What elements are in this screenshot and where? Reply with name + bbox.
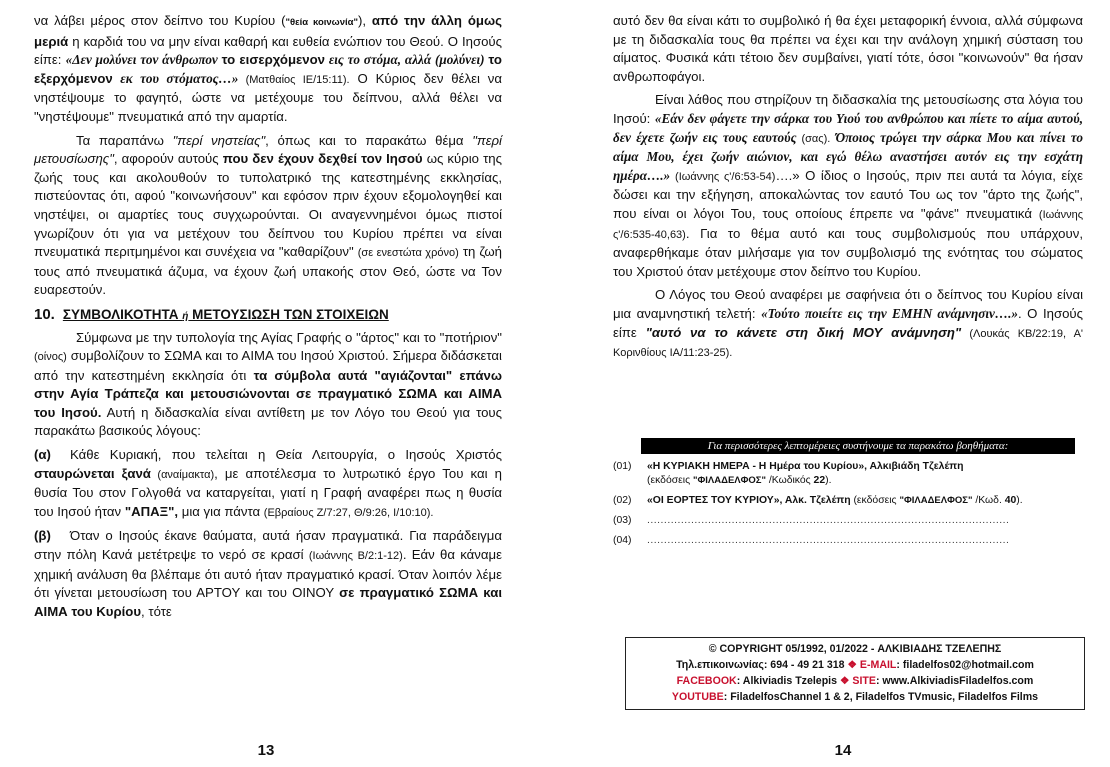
references-title-bar: Για περισσότερες λεπτομέρειες συστήνουμε τα παρακάτω βοηθήματα: [641, 438, 1075, 454]
references-section [613, 438, 1081, 548]
diamond-icon: ❖ [839, 675, 850, 687]
paragraph-fasting-end: να λάβει μέρος στον δείπνο του Κυρίου ("θεία κοινωνία"), από την άλλη όμως μεριά η καρδιά του να μην είναι καθαρή και ευθεία ενώπιον του Θεού. Ο Ιησούς είπε: «Δεν μολύνει τον άνθρωπον το εισερχόμενον εις το στόμα, αλλά (μολύνει) το εξερχόμενον εκ του στόματος…» (Ματθαίος ΙΕ/15:11). Ο Κύριος δεν θέλει να νηστέψουμε το φαγητό, ώστε να μετέχουμε του δείπνου, αλλά θέλει να "νηστέψουμε" πνευματικά από την αμαρτία. [34, 13, 502, 124]
section-heading-10: 10. ΣΥΜΒΟΛΙΚΟΤΗΤΑ ή ΜΕΤΟΥΣΙΩΣΗ ΤΩΝ ΣΤΟΙΧΕΙΩΝ [34, 305, 389, 323]
right-text-column [613, 12, 1083, 368]
reference-item: (02) «ΟΙ ΕΟΡΤΕΣ ΤΟΥ ΚΥΡΙΟΥ», Αλκ. Τζελέπη (εκδόσεις "ΦΙΛΑΔΕΛΦΟΣ" /Κωδ. 40). [613, 495, 1023, 506]
copyright-box [625, 637, 1085, 710]
paragraph-typology: Σύμφωνα με την τυπολογία της Αγίας Γραφής ο "άρτος" και το "ποτήριον" (οίνος) συμβολίζουν το ΣΩΜΑ και το ΑΙΜΑ του Ιησού Χριστού. Σήμερα διδάσκεται από την κατεστημένη εκκλησία ότι τα σύμβολα αυτά "αγιάζονται" επάνω στην Αγία Τράπεζα και μετουσιώνονται σε πραγματικό ΣΩΜΑ και ΑΙΜΑ του Ιησού. Αυτή η διδασκαλία είναι αντίθετη με τον Λόγο του Θεού για τους παρακάτω βασικούς λόγους: [34, 329, 502, 439]
contact-line: Τηλ.επικοινωνίας: 694 - 49 21 318 ❖ E-MAIL: filadelfos02@hotmail.com [676, 659, 1034, 671]
copyright-line: © COPYRIGHT 05/1992, 01/2022 - ΑΛΚΙΒΙΑΔΗΣ ΤΖΕΛΕΠΗΣ [708, 643, 1002, 655]
reference-blank: (03) ........................................................................................................... [613, 515, 1010, 526]
paragraph-fasting-transubstantiation: Τα παραπάνω "περί νηστείας", όπως και το παρακάτω θέμα "περί μετουσίωσης", αφορούν αυτούς που δεν έχουν δεχθεί τον Ιησού ως κύριο της ζωής τους και ακολουθούν το τυπολατρικό της κατεστημένης εκκλησίας, πιστεύοντας ότι, αφού "κοινωνήσουν" και εφόσον πριν έχουν εξομολογηθεί και νηστέψει, οι αμαρτίες τους συγχωρούνται. Οι αναγεννημένοι όμως πιστοί γνωρίζουν ότι για να μετέχουν του δείπνου του Κυρίου πρέπει να είναι πνευματικά περιτμημένοι και συνέχεια να "καθαρίζουν" (σε ενεστώτα χρόνο) τη ζωή τους από πνευματικά άζυμα, να έχουν ζωή υπακοής στον Θεό, ώστε να Τον ευαρεστούν. [34, 132, 502, 298]
page-number-left: 13 [257, 742, 275, 759]
social-line: FACEBOOK: Alkiviadis Tzelepis ❖ SITE: www.AlkiviadisFiladelfos.com [676, 675, 1034, 687]
reference-blank: (04) ........................................................................................................... [613, 535, 1010, 546]
diamond-icon: ❖ [847, 659, 857, 671]
paragraph-words-of-jesus: Είναι λάθος που στηρίζουν τη διδασκαλία της μετουσίωσης στα λόγια του Ιησού: «Εάν δεν φάγετε την σάρκα του Υιού του ανθρώπου και πίετε το αίμα αυτού, δεν έχετε ζωήν εις τους εαυτούς (σας). Όποιος τρώγει την σάρκα Μου και πίνει το αίμα Μου, έχει ζωήν αιώνιον, και εγώ θέλω αναστήσει αυτόν εις την εσχάτη ημέρα….» (Ιωάννης ς'/6:53-54)….» Ο ίδιος ο Ιησούς, πριν πει αυτά τα λόγια, είχε δώσει και την εξήγηση, αποκαλώντας τον εαυτό Του ως τον "άρτο της ζωής", που είναι οι λόγοι Του, τους οποίους έπρεπε να "φάνε" πνευματικά (Ιωάννης ς'/6:535-40,63). Για το θέμα αυτό και τους συμβολισμούς που υπάρχουν, αναφερθήκαμε όταν μιλήσαμε για τον συμβολισμό της ενότητας του σώματος του Χριστού όταν μετέχουμε στον δείπνο του Κυρίου. [613, 92, 1083, 279]
list-item-b: (β) Όταν ο Ιησούς έκανε θαύματα, αυτά ήσαν πραγματικά. Για παράδειγμα στην πόλη Κανά μετέτρεψε το νερό σε κρασί (Ιωάννης Β/2:1-12). Εάν θα κάναμε χημική ανάλυση θα βλέπαμε ότι αυτό ήταν πραγματικό κρασί. Όταν λοιπόν λέμε ότι γίνεται μετουσίωση του ΑΡΤΟΥ και του ΟΙΝΟΥ σε πραγματικό ΣΩΜΑ και ΑΙΜΑ του Κυρίου, τότε [34, 528, 502, 619]
right-page [555, 0, 1110, 767]
youtube-line: YOUTUBE: FiladelfosChannel 1 & 2, Filadelfos TVmusic, Filadelfos Films [671, 691, 1039, 703]
paragraph-remembrance: Ο Λόγος του Θεού αναφέρει με σαφήνεια ότι ο δείπνος του Κυρίου είναι μια αναμνηστική τελετή: «Τούτο ποιείτε εις την ΕΜΗΝ ανάμνησιν….». Ο Ιησούς είπε "αυτό να το κάνετε στη δική ΜΟΥ ανάμνηση" (Λουκάς ΚΒ/22:19, Α' Κορινθίους ΙΑ/11:23-25). [613, 287, 1084, 360]
copyright-icon: © [708, 643, 717, 655]
reference-item: (01) «Η ΚΥΡΙΑΚΗ ΗΜΕΡΑ - Η Ημέρα του Κυρίου», Αλκιβιάδη Τζελέπη (εκδόσεις "ΦΙΛΑΔΕΛΦΟΣ" /Κωδικός 22). [613, 461, 964, 486]
list-item-a: (α) Κάθε Κυριακή, που τελείται η Θεία Λειτουργία, ο Ιησούς Χριστός σταυρώνεται ξανά (αναίμακτα), με αποτέλεσμα το λυτρωτικό έργο Του και η θυσία Του στον Γολγοθά να καταργείται, γιατί η Γραφή αναφέρει πως η θυσία του Ιησού ήταν "ΑΠΑΞ", μια για πάντα (Εβραίους Ζ/7:27, Θ/9:26, Ι/10:10). [34, 447, 502, 519]
page-number-right: 14 [834, 742, 852, 759]
paragraph-chemical: αυτό δεν θα είναι κάτι το συμβολικό ή θα έχει μεταφορική έννοια, αλλά σύμφωνα με τη διδασκαλία τους θα πρέπει να έχει και την ανάλογη χημική σύσταση του αίματος. Φυσικά κάτι τέτοιο δεν συμβαίνει, γιατί τότε, όσοι "κοινωνούν" θα ήσαν ανθρωποφάγοι. [613, 13, 1083, 84]
left-text-column [34, 12, 502, 626]
